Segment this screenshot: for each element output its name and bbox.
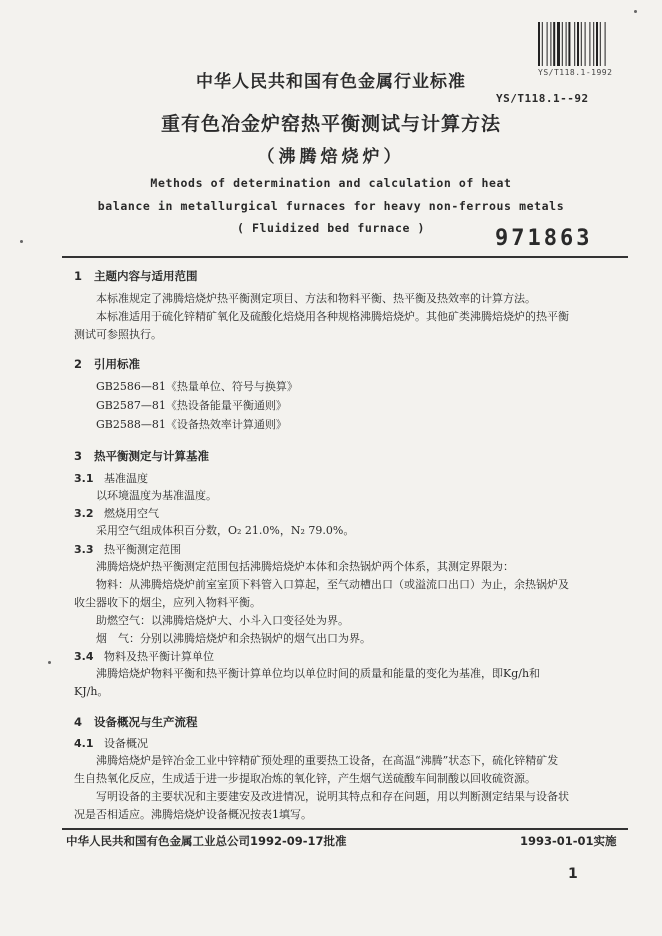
section-3-3-para-1: 沸腾焙烧炉热平衡测定范围包括沸腾焙烧炉本体和余热锅炉两个体系，其测定界限为： <box>96 560 514 573</box>
section-3-3-para-2b: 收尘器收下的烟尘，应列入物料平衡。 <box>74 596 261 609</box>
section-3-1-text: 以环境温度为基准温度。 <box>96 489 217 502</box>
section-1-heading <box>74 268 198 284</box>
section-3-4-para-1a: 沸腾焙烧炉物料平衡和热平衡计算单位均以单位时间的质量和能量的变化为基准，即Kg/h和 <box>96 667 541 680</box>
section-4-1-para-2b: 况是否相适应。沸腾焙烧炉设备概况按表1填写。 <box>74 808 312 821</box>
section-3-4-para-1b: KJ/h。 <box>74 685 109 698</box>
bottom-divider <box>62 828 628 830</box>
section-3-3-heading <box>74 541 181 557</box>
subsection-title: 设备概况 <box>104 737 148 750</box>
section-1-para-2a: 本标准适用于硫化锌精矿氧化及硫酸化焙烧用各种规格沸腾焙烧炉。其他矿类沸腾焙烧炉的热平衡 <box>96 310 569 323</box>
section-1-para-1: 本标准规定了沸腾焙烧炉热平衡测定项目、方法和物料平衡、热平衡及热效率的计算方法。 <box>96 292 536 305</box>
scan-speck <box>634 10 637 13</box>
approval-statement: 中华人民共和国有色金属工业总公司1992-09-17批准 <box>66 834 347 848</box>
section-number: 1 <box>74 269 83 283</box>
title-english-line1: Methods of determination and calculation of heat <box>150 176 512 190</box>
top-divider <box>62 256 628 258</box>
subsection-title: 物料及热平衡计算单位 <box>104 650 214 663</box>
barcode <box>538 22 626 66</box>
standard-issuer: 中华人民共和国有色金属行业标准 <box>196 72 466 92</box>
subsection-number: 3.3 <box>74 543 94 556</box>
section-title: 主题内容与适用范围 <box>94 269 198 283</box>
section-3-1-heading <box>74 470 148 486</box>
section-number: 3 <box>74 449 83 463</box>
title-chinese: 重有色冶金炉窑热平衡测试与计算方法 <box>160 113 501 135</box>
reference-3: GB2588—81《设备热效率计算通则》 <box>96 418 287 431</box>
section-3-heading <box>74 448 209 464</box>
subsection-title: 基准温度 <box>104 472 148 485</box>
section-2-heading <box>74 356 140 372</box>
section-4-1-para-2a: 写明设备的主要状况和主要建安及改进情况，说明其特点和存在问题，用以判断测定结果与设备状 <box>96 790 569 803</box>
subtitle-chinese: （沸腾焙烧炉） <box>257 147 405 167</box>
reference-2: GB2587—81《热设备能量平衡通则》 <box>96 399 287 412</box>
subsection-number: 3.2 <box>74 507 94 520</box>
section-4-1-para-1b: 生自热氧化反应，生成适于进一步提取冶炼的氧化锌，产生烟气送硫酸车间制酸以回收硫资源。 <box>74 772 536 785</box>
section-3-3-para-3: 助燃空气：以沸腾焙烧炉大、小斗入口变径处为界。 <box>96 614 349 627</box>
effective-date: 1993-01-01实施 <box>520 834 617 848</box>
title-english-line3: ( Fluidized bed furnace ) <box>236 221 426 235</box>
section-title: 设备概况与生产流程 <box>94 715 198 729</box>
section-4-1-para-1a: 沸腾焙烧炉是锌冶金工业中锌精矿预处理的重要热工设备，在高温“沸腾”状态下，硫化锌精矿发 <box>96 754 559 767</box>
section-title: 热平衡测定与计算基准 <box>94 449 210 463</box>
barcode-label: YS/T118.1-1992 <box>538 68 613 77</box>
section-1-para-2b: 测试可参照执行。 <box>74 328 162 341</box>
subsection-number: 3.4 <box>74 650 94 663</box>
section-title: 引用标准 <box>94 357 141 371</box>
document-number: 971863 <box>495 226 593 251</box>
section-number: 2 <box>74 357 83 371</box>
section-3-2-heading <box>74 505 159 521</box>
standard-code: YS/T118.1--92 <box>496 92 589 105</box>
reference-1: GB2586—81《热量单位、符号与换算》 <box>96 380 298 393</box>
subsection-title: 热平衡测定范围 <box>104 543 181 556</box>
subsection-number: 4.1 <box>74 737 94 750</box>
subsection-title: 燃烧用空气 <box>104 507 159 520</box>
section-3-3-para-4: 烟 气：分别以沸腾焙烧炉和余热锅炉的烟气出口为界。 <box>96 632 371 645</box>
section-4-1-heading <box>74 735 148 751</box>
scan-speck <box>48 661 51 664</box>
subsection-number: 3.1 <box>74 472 94 485</box>
section-4-heading <box>74 714 198 730</box>
page-number: 1 <box>568 866 578 882</box>
section-number: 4 <box>74 715 83 729</box>
title-english-line2: balance in metallurgical furnaces for heavy non-ferrous metals <box>97 199 565 213</box>
scan-speck <box>20 240 23 243</box>
section-3-2-text: 采用空气组成体积百分数，O₂ 21.0%，N₂ 79.0%。 <box>96 524 355 537</box>
section-3-3-para-2a: 物料：从沸腾焙烧炉前室室顶下料管入口算起，至气动槽出口（或溢流口出口）为止，余热锅炉及 <box>96 578 569 591</box>
section-3-4-heading <box>74 648 214 664</box>
